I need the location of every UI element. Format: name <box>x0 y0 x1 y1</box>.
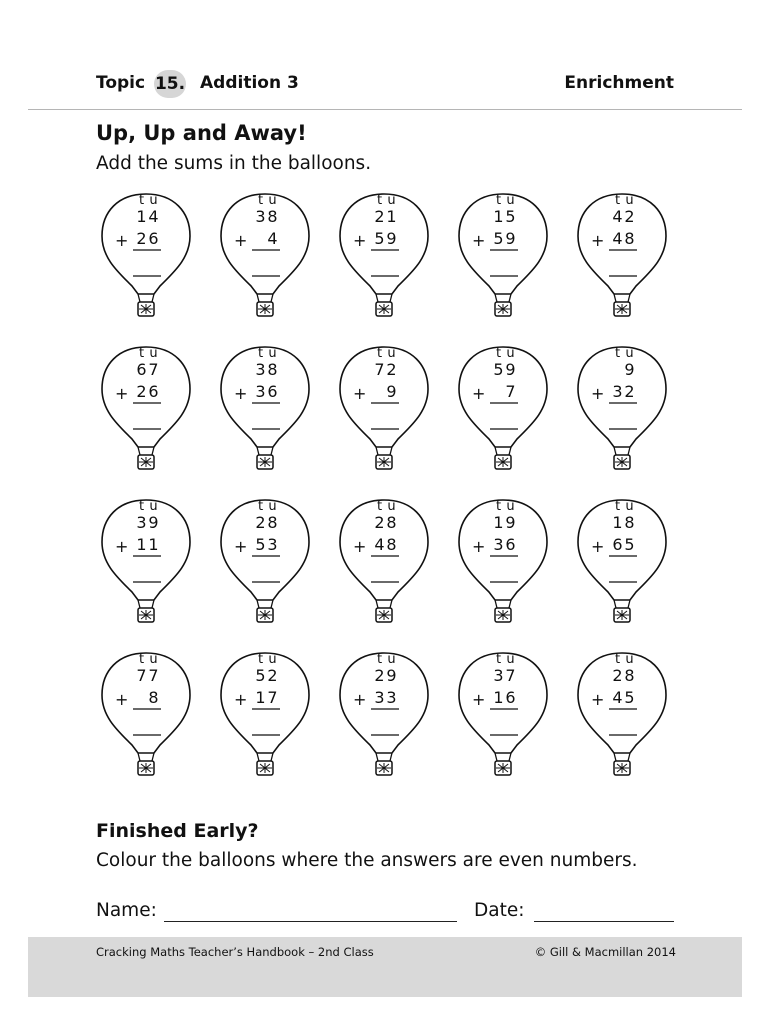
answer-blank[interactable] <box>133 711 161 733</box>
answer-blank[interactable] <box>252 405 280 427</box>
place-value-heading: u <box>506 652 515 667</box>
answer-blank[interactable] <box>371 711 399 733</box>
balloon-sum[interactable] <box>445 496 561 636</box>
balloon-sum[interactable] <box>326 496 442 636</box>
balloon-sum[interactable] <box>88 343 204 483</box>
addend-top-digit: 3 <box>255 207 266 226</box>
plus-sign: + <box>591 690 605 709</box>
place-value-heading: t <box>376 499 383 514</box>
place-value-heading: t <box>257 652 264 667</box>
answer-blank[interactable] <box>609 252 637 274</box>
place-value-heading: t <box>614 193 621 208</box>
plus-sign: + <box>234 690 248 709</box>
addend-top-digit: 9 <box>505 360 516 379</box>
addend-top-digit: 8 <box>267 513 278 532</box>
addend-top-digit: 2 <box>267 666 278 685</box>
place-value-heading: t <box>257 346 264 361</box>
addend-bottom-digit: 3 <box>493 535 504 554</box>
addend-bottom-digit: 4 <box>612 688 623 707</box>
addend-bottom-digit: 3 <box>386 688 397 707</box>
addend-bottom-digit: 6 <box>148 382 159 401</box>
addend-bottom-digit: 1 <box>493 688 504 707</box>
place-value-heading: u <box>149 346 158 361</box>
place-value-heading: u <box>268 652 277 667</box>
answer-blank[interactable] <box>490 252 518 274</box>
answer-blank[interactable] <box>252 252 280 274</box>
balloon-sum[interactable] <box>207 496 323 636</box>
answer-blank[interactable] <box>133 252 161 274</box>
addend-bottom-digit: 3 <box>374 688 385 707</box>
balloon-sum[interactable] <box>88 649 204 789</box>
plus-sign: + <box>115 231 129 250</box>
addend-top-digit: 8 <box>267 207 278 226</box>
place-value-heading: u <box>149 193 158 208</box>
addend-bottom-digit: 5 <box>493 229 504 248</box>
place-value-heading: u <box>268 193 277 208</box>
addend-top-digit: 1 <box>493 513 504 532</box>
activity-instruction: Add the sums in the balloons. <box>96 153 372 174</box>
footer-copyright: © Gill & Macmillan 2014 <box>534 945 676 959</box>
place-value-heading: t <box>376 652 383 667</box>
balloon-sum[interactable] <box>326 343 442 483</box>
place-value-heading: t <box>495 499 502 514</box>
date-field[interactable] <box>534 921 674 922</box>
balloon-grid <box>88 190 698 810</box>
addend-top-digit: 3 <box>493 666 504 685</box>
plus-sign: + <box>115 690 129 709</box>
place-value-heading: t <box>257 193 264 208</box>
answer-blank[interactable] <box>252 558 280 580</box>
balloon-sum[interactable] <box>88 496 204 636</box>
addend-top-digit: 1 <box>493 207 504 226</box>
plus-sign: + <box>234 231 248 250</box>
answer-blank[interactable] <box>371 252 399 274</box>
name-date-row <box>96 898 696 926</box>
topic-title: Addition 3 <box>200 73 299 93</box>
balloon-sum[interactable] <box>564 190 680 330</box>
answer-blank[interactable] <box>609 405 637 427</box>
addend-bottom-digit: 8 <box>624 229 635 248</box>
finished-early-instruction: Colour the balloons where the answers are even numbers. <box>96 850 638 871</box>
place-value-heading: u <box>387 346 396 361</box>
addend-bottom-digit: 9 <box>386 229 397 248</box>
answer-blank[interactable] <box>490 711 518 733</box>
addend-bottom-digit: 9 <box>505 229 516 248</box>
place-value-heading: t <box>376 346 383 361</box>
addend-top-digit: 6 <box>136 360 147 379</box>
addend-top-digit: 4 <box>148 207 159 226</box>
addend-bottom-digit: 1 <box>136 535 147 554</box>
page-footer <box>28 937 742 997</box>
addend-bottom-digit: 9 <box>386 382 397 401</box>
place-value-heading: t <box>138 499 145 514</box>
place-value-heading: u <box>149 652 158 667</box>
addend-top-digit: 1 <box>612 513 623 532</box>
place-value-heading: u <box>387 652 396 667</box>
section-tag: Enrichment <box>564 73 674 93</box>
balloon-sum[interactable] <box>564 649 680 789</box>
addend-top-digit: 9 <box>505 513 516 532</box>
activity-title: Up, Up and Away! <box>96 121 307 145</box>
plus-sign: + <box>591 537 605 556</box>
addend-bottom-digit: 7 <box>267 688 278 707</box>
plus-sign: + <box>472 690 486 709</box>
addend-bottom-digit: 6 <box>505 535 516 554</box>
answer-blank[interactable] <box>371 405 399 427</box>
addend-bottom-digit: 8 <box>386 535 397 554</box>
place-value-heading: t <box>138 652 145 667</box>
plus-sign: + <box>472 537 486 556</box>
place-value-heading: t <box>376 193 383 208</box>
topic-label: Topic <box>96 73 146 93</box>
plus-sign: + <box>234 537 248 556</box>
addend-top-digit: 2 <box>255 513 266 532</box>
addend-top-digit: 2 <box>374 666 385 685</box>
addend-top-digit: 9 <box>148 513 159 532</box>
place-value-heading: t <box>614 652 621 667</box>
place-value-heading: t <box>495 346 502 361</box>
balloon-sum[interactable] <box>88 190 204 330</box>
answer-blank[interactable] <box>252 711 280 733</box>
plus-sign: + <box>472 231 486 250</box>
balloon-sum[interactable] <box>207 343 323 483</box>
answer-blank[interactable] <box>609 711 637 733</box>
balloon-sum[interactable] <box>564 343 680 483</box>
addend-top-digit: 7 <box>136 666 147 685</box>
addend-bottom-digit: 3 <box>267 535 278 554</box>
place-value-heading: u <box>625 193 634 208</box>
addend-top-digit: 5 <box>493 360 504 379</box>
addend-top-digit: 7 <box>374 360 385 379</box>
header-divider <box>28 109 742 110</box>
plus-sign: + <box>353 384 367 403</box>
addend-top-digit: 4 <box>612 207 623 226</box>
balloon-sum[interactable] <box>207 649 323 789</box>
addend-bottom-digit: 6 <box>267 382 278 401</box>
place-value-heading: u <box>506 346 515 361</box>
plus-sign: + <box>353 231 367 250</box>
addend-bottom-digit: 5 <box>624 688 635 707</box>
place-value-heading: u <box>506 499 515 514</box>
addend-bottom-digit: 5 <box>255 535 266 554</box>
plus-sign: + <box>115 537 129 556</box>
topic-number-badge: 15. <box>154 70 186 98</box>
place-value-heading: u <box>387 193 396 208</box>
place-value-heading: t <box>138 193 145 208</box>
plus-sign: + <box>115 384 129 403</box>
plus-sign: + <box>591 231 605 250</box>
place-value-heading: u <box>387 499 396 514</box>
place-value-heading: u <box>625 499 634 514</box>
addend-bottom-digit: 5 <box>624 535 635 554</box>
addend-bottom-digit: 7 <box>505 382 516 401</box>
place-value-heading: u <box>625 346 634 361</box>
addend-bottom-digit: 5 <box>374 229 385 248</box>
place-value-heading: t <box>138 346 145 361</box>
finished-early-title: Finished Early? <box>96 820 259 842</box>
addend-top-digit: 2 <box>386 360 397 379</box>
place-value-heading: t <box>495 193 502 208</box>
addend-top-digit: 9 <box>386 666 397 685</box>
addend-top-digit: 8 <box>267 360 278 379</box>
addend-bottom-digit: 8 <box>148 688 159 707</box>
place-value-heading: t <box>495 652 502 667</box>
answer-blank[interactable] <box>490 558 518 580</box>
balloon-sum[interactable] <box>445 190 561 330</box>
balloon-sum[interactable] <box>445 343 561 483</box>
addend-top-digit: 2 <box>624 207 635 226</box>
addend-bottom-digit: 4 <box>374 535 385 554</box>
plus-sign: + <box>234 384 248 403</box>
footer-book-title: Cracking Maths Teacher’s Handbook – 2nd Class <box>96 945 374 959</box>
addend-bottom-digit: 4 <box>612 229 623 248</box>
addend-top-digit: 5 <box>255 666 266 685</box>
addend-top-digit: 9 <box>624 360 635 379</box>
answer-blank[interactable] <box>133 558 161 580</box>
answer-blank[interactable] <box>133 405 161 427</box>
plus-sign: + <box>472 384 486 403</box>
place-value-heading: t <box>614 499 621 514</box>
addend-top-digit: 3 <box>136 513 147 532</box>
place-value-heading: t <box>257 499 264 514</box>
addend-bottom-digit: 3 <box>255 382 266 401</box>
addend-top-digit: 3 <box>255 360 266 379</box>
name-field[interactable] <box>164 921 457 922</box>
page-header <box>96 70 674 100</box>
addend-top-digit: 7 <box>148 360 159 379</box>
addend-top-digit: 2 <box>374 207 385 226</box>
plus-sign: + <box>591 384 605 403</box>
plus-sign: + <box>353 690 367 709</box>
balloon-sum[interactable] <box>445 649 561 789</box>
addend-bottom-digit: 2 <box>136 229 147 248</box>
place-value-heading: u <box>268 346 277 361</box>
name-label: Name: <box>96 900 157 921</box>
addend-top-digit: 1 <box>136 207 147 226</box>
addend-bottom-digit: 6 <box>612 535 623 554</box>
addend-top-digit: 7 <box>148 666 159 685</box>
addend-bottom-digit: 3 <box>612 382 623 401</box>
balloon-sum[interactable] <box>326 190 442 330</box>
addend-bottom-digit: 1 <box>255 688 266 707</box>
addend-top-digit: 2 <box>374 513 385 532</box>
addend-top-digit: 7 <box>505 666 516 685</box>
addend-bottom-digit: 6 <box>505 688 516 707</box>
place-value-heading: u <box>149 499 158 514</box>
addend-top-digit: 1 <box>386 207 397 226</box>
answer-blank[interactable] <box>371 558 399 580</box>
addend-bottom-digit: 6 <box>148 229 159 248</box>
addend-top-digit: 8 <box>624 666 635 685</box>
date-label: Date: <box>474 900 525 921</box>
place-value-heading: u <box>268 499 277 514</box>
answer-blank[interactable] <box>609 558 637 580</box>
balloon-sum[interactable] <box>326 649 442 789</box>
addend-top-digit: 8 <box>624 513 635 532</box>
answer-blank[interactable] <box>490 405 518 427</box>
addend-top-digit: 8 <box>386 513 397 532</box>
addend-bottom-digit: 2 <box>624 382 635 401</box>
addend-bottom-digit: 4 <box>267 229 278 248</box>
addend-bottom-digit: 2 <box>136 382 147 401</box>
place-value-heading: u <box>506 193 515 208</box>
place-value-heading: u <box>625 652 634 667</box>
balloon-sum[interactable] <box>564 496 680 636</box>
addend-top-digit: 2 <box>612 666 623 685</box>
plus-sign: + <box>353 537 367 556</box>
addend-top-digit: 5 <box>505 207 516 226</box>
place-value-heading: t <box>614 346 621 361</box>
balloon-sum[interactable] <box>207 190 323 330</box>
addend-bottom-digit: 1 <box>148 535 159 554</box>
